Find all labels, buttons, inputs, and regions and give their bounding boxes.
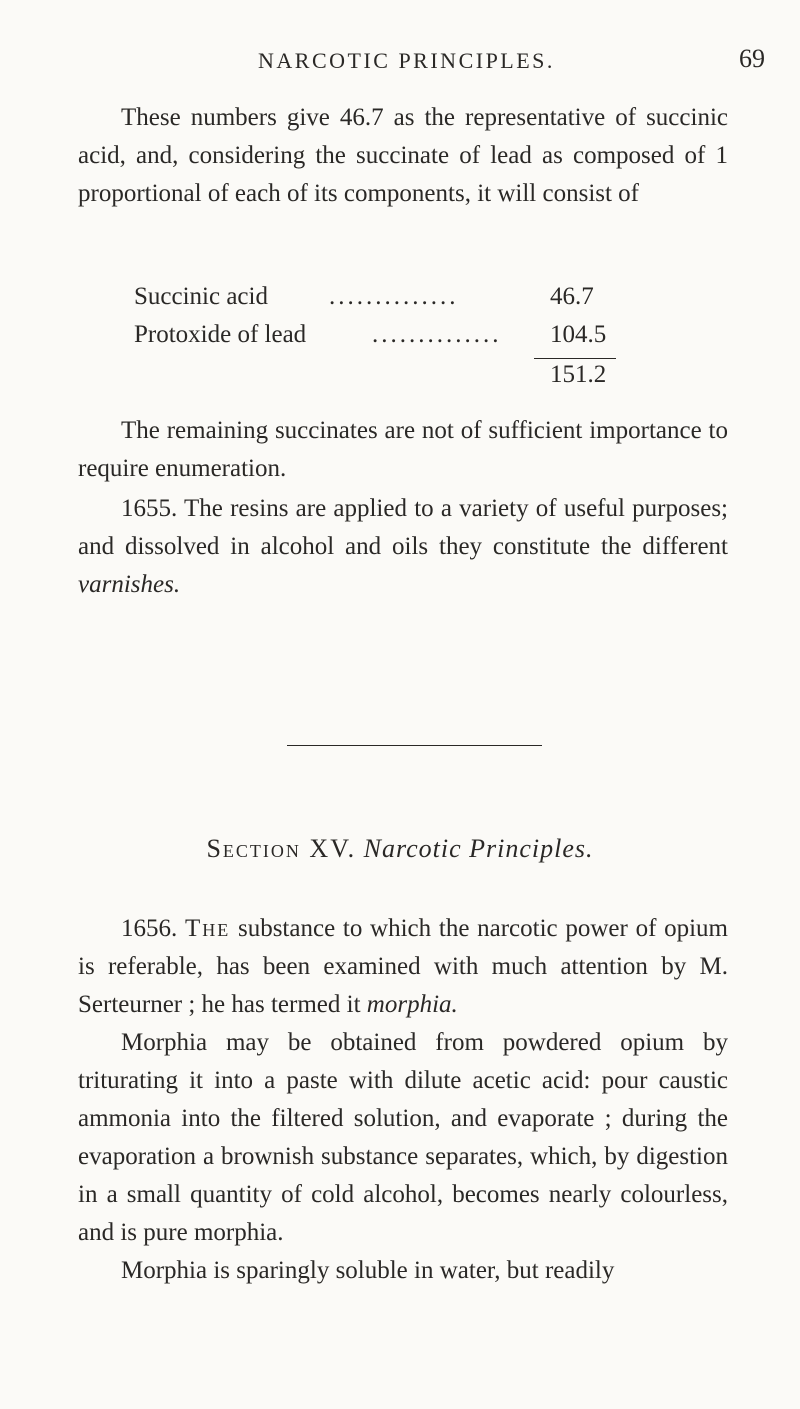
table-row xyxy=(134,283,654,319)
table-row xyxy=(134,321,654,357)
section-label: Section XV. xyxy=(206,834,357,863)
section-heading xyxy=(0,834,800,864)
sum-rule xyxy=(534,358,616,359)
total-value: 151.2 xyxy=(550,361,607,388)
row-label: Protoxide of lead xyxy=(134,321,307,348)
section-divider xyxy=(287,745,542,746)
varnishes-term: varnishes. xyxy=(78,571,181,598)
leader-dots: .............. xyxy=(329,283,459,310)
paragraph-number: 1656. xyxy=(121,915,178,942)
row-value: 46.7 xyxy=(550,283,594,310)
paragraph-succinic-acid: These numbers give 46.7 as the representative of succinic acid, and, considering the succinate of lead as composed of 1 proportional of each of its components, it will consist of xyxy=(78,104,728,207)
table-total-row xyxy=(134,361,654,397)
lead-word: The xyxy=(184,915,231,942)
paragraph-morphia-solubility: Morphia is sparingly soluble in water, but readily xyxy=(121,1257,615,1284)
resins-text: 1655. The resins are applied to a variety of useful purposes; and dissolved in alcohol and oils they constitute the different xyxy=(78,495,728,560)
page-number: 69 xyxy=(739,44,765,73)
paragraph-resins xyxy=(78,490,728,604)
morphia-intro-text: substance to which the narcotic power of opium is referable, has been examined with much attention by M. Serteurner ; he has termed it xyxy=(78,915,729,1018)
running-head: NARCOTIC PRINCIPLES. xyxy=(258,48,555,73)
paragraph-remaining-succinates: The remaining succinates are not of sufficient importance to require enumeration. xyxy=(78,417,728,482)
section-title: Narcotic Principles. xyxy=(363,834,594,863)
row-value: 104.5 xyxy=(550,321,607,348)
leader-dots: .............. xyxy=(372,321,502,348)
paragraph-morphia-intro xyxy=(78,910,728,1024)
row-label: Succinic acid xyxy=(134,283,268,310)
paragraph-morphia-preparation: Morphia may be obtained from powdered opium by triturating it into a paste with dilute acetic acid: pour caustic ammonia into the filtered solution, and evaporate ; during the evaporation a brownish substance separates, which, by digestion in a small quantity of cold alcohol, becomes nearly colourless, and is pure morphia. xyxy=(78,1029,728,1246)
morphia-term: morphia. xyxy=(366,991,458,1018)
